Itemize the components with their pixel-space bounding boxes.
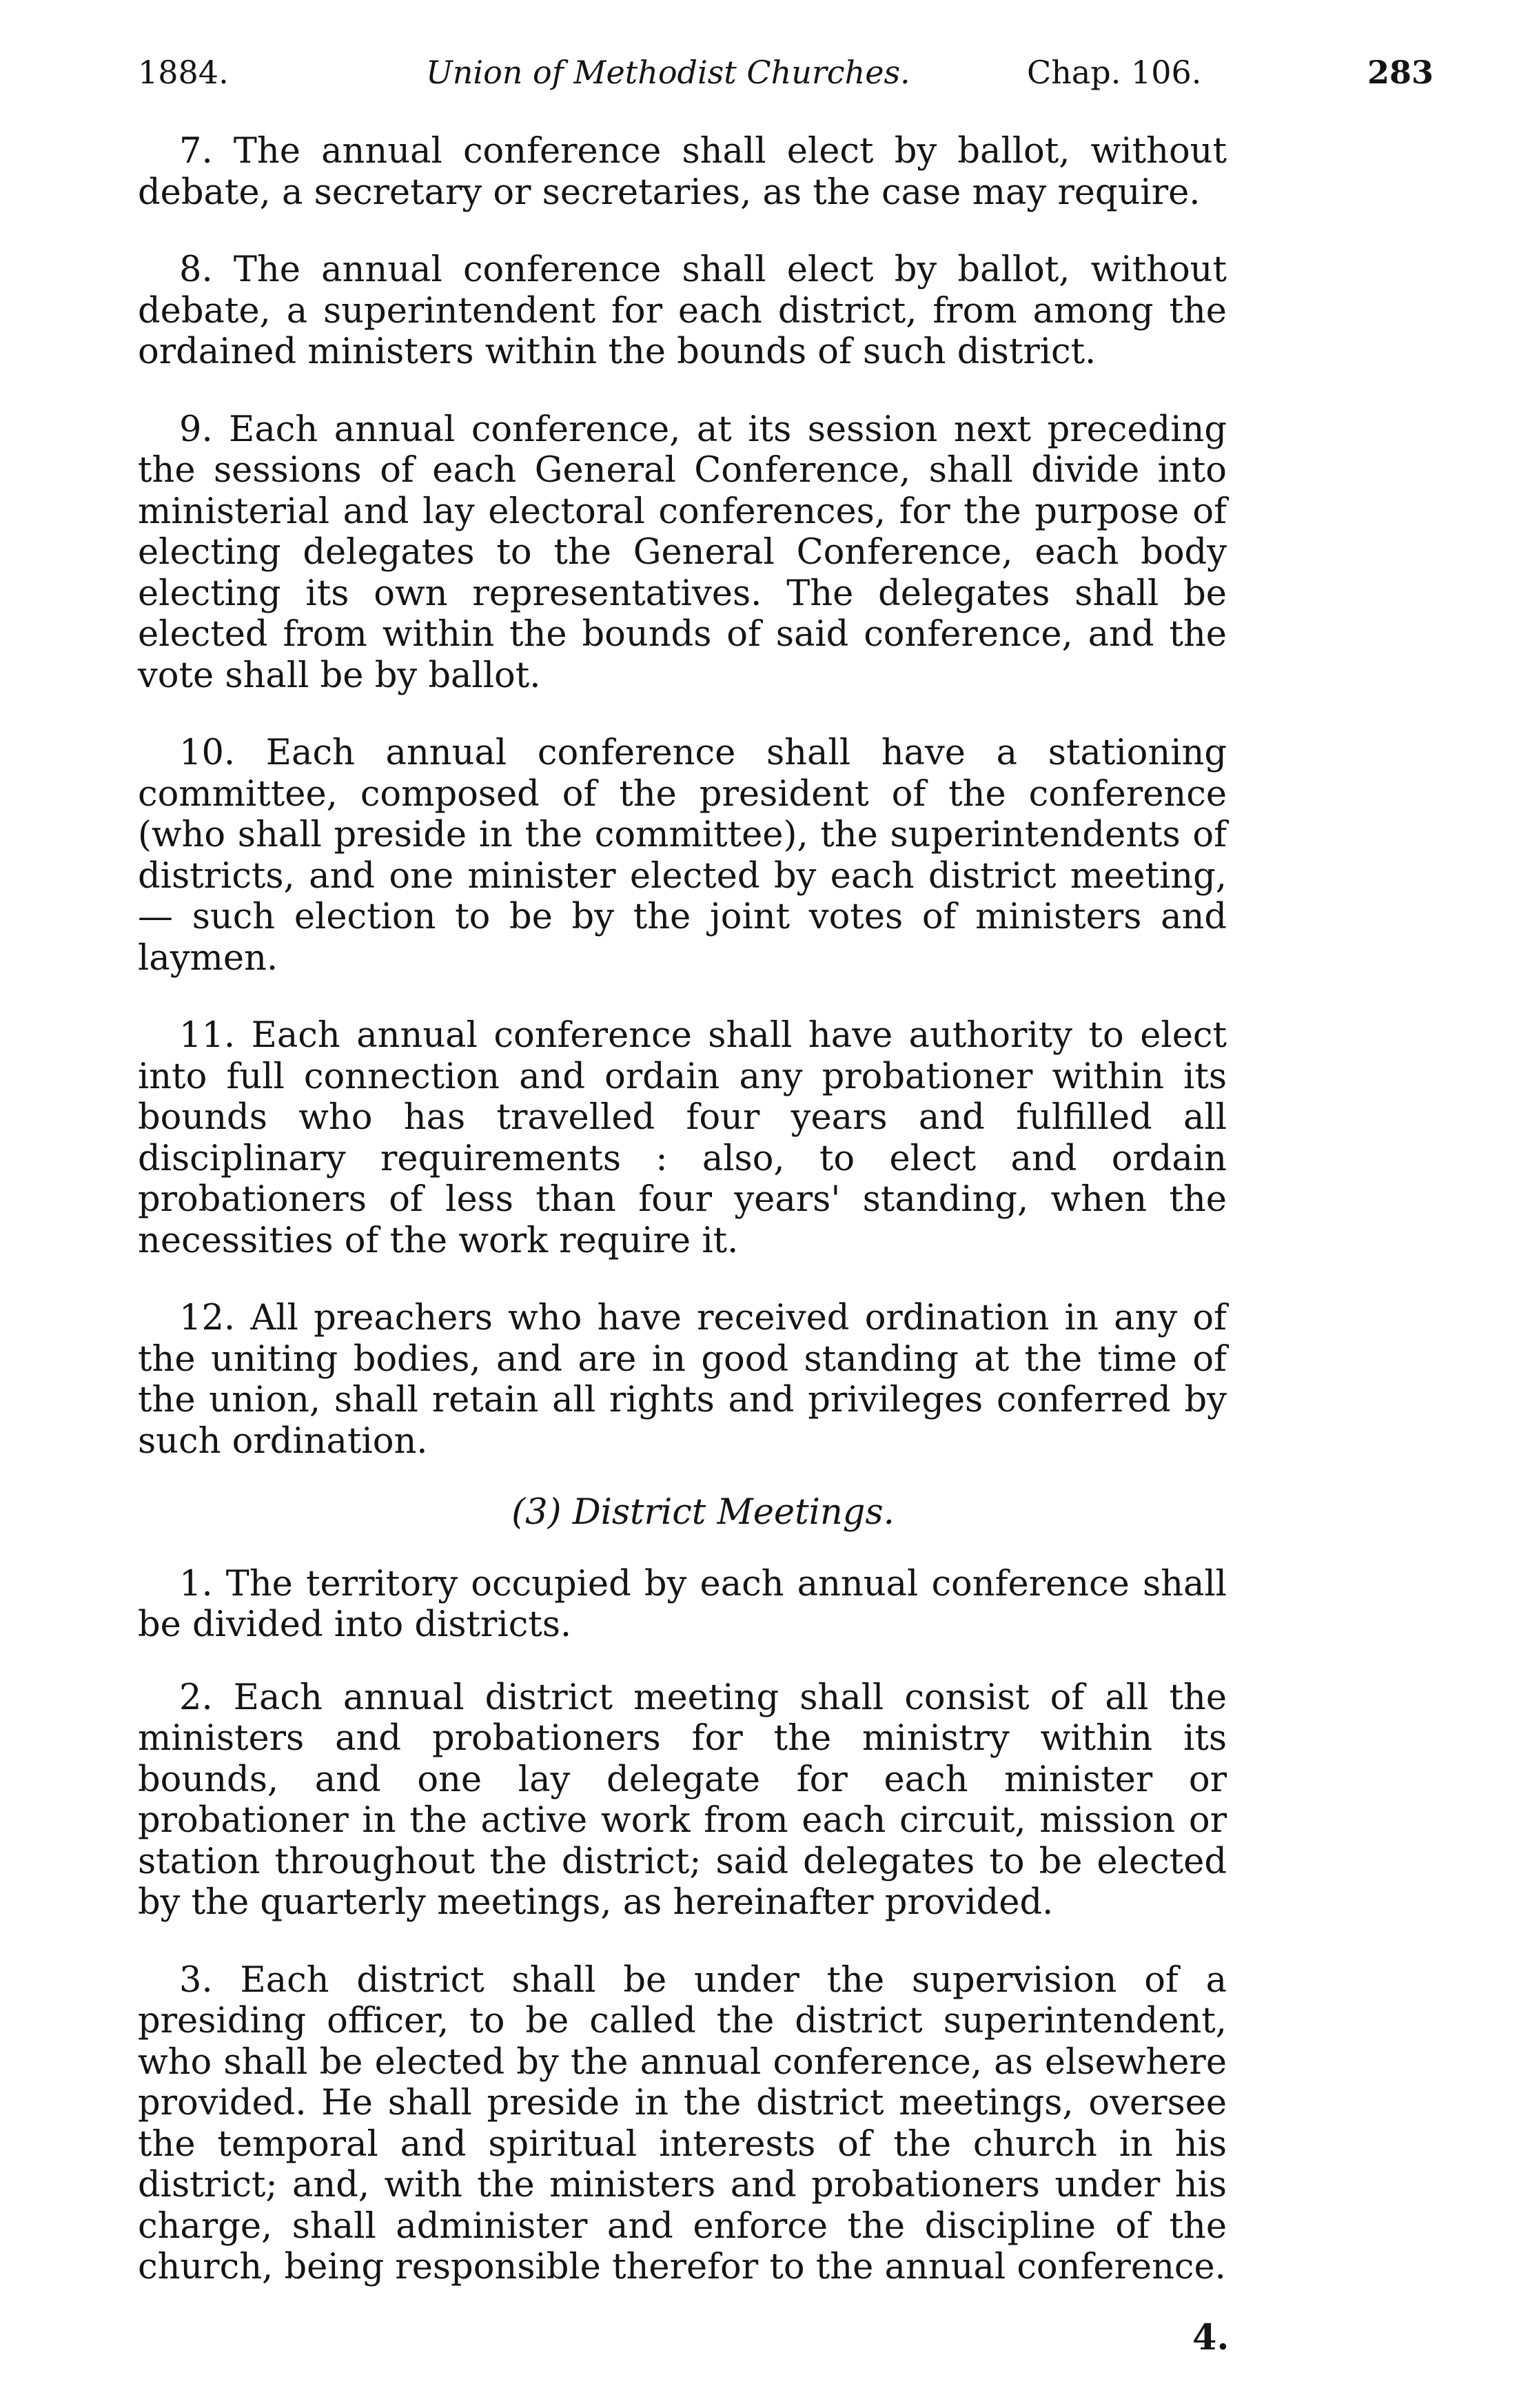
paragraph-8: 8. The annual conference shall elect by ballot, without debate, a superintendent for each district, from among the ordained ministers within the bounds of such district. <box>138 249 1227 372</box>
paragraph-9: 9. Each annual conference, at its session next preceding the sessions of each General Conference, shall divide into ministerial and lay electoral conferences, for the purpose of electing delegates to the General Conference, each body electing its own representatives. The delegates shall be elected from within the bounds of said conference, and the vote shall be by ballot. <box>138 409 1227 696</box>
district-paragraph-1: 1. The territory occupied by each annual conference shall be divided into districts. <box>138 1563 1227 1645</box>
section-heading <box>138 1492 1227 1533</box>
section-number: (3) <box>511 1492 562 1533</box>
header-title: Union of Methodist Churches. <box>426 54 910 91</box>
district-paragraph-2: 2. Each annual district meeting shall consist of all the ministers and probationers for the ministry within its bounds, and one lay delegate for each minister or probationer in the active work from each circuit, mission or station throughout the district; said delegates to be elected by the quarterly meetings, as hereinafter provided. <box>138 1677 1227 1923</box>
paragraph-7: 7. The annual conference shall elect by ballot, without debate, a secretary or secretaries, as the case may require. <box>138 131 1227 213</box>
body-text <box>138 131 1227 2288</box>
paragraph-11: 11. Each annual conference shall have authority to elect into full connection and ordain any probationer within its bounds who has travelled four years and fulfilled all disciplinary requirements : also, to elect and ordain probationers of less than four years' standing, when the necessities of the work require it. <box>138 1015 1227 1261</box>
page-number: 283 <box>1367 54 1434 91</box>
header-year: 1884. <box>138 54 229 91</box>
section-title: District Meetings. <box>572 1492 895 1533</box>
catchword: 4. <box>1192 2317 1230 2358</box>
header-chapter: Chap. 106. <box>1027 54 1202 91</box>
paragraph-12: 12. All preachers who have received ordination in any of the uniting bodies, and are in good standing at the time of the union, shall retain all rights and privileges conferred by such ordination. <box>138 1298 1227 1462</box>
running-header <box>138 48 1434 96</box>
paragraph-10: 10. Each annual conference shall have a stationing committee, composed of the president of the conference (who shall preside in the committee), the superintendents of districts, and one minister elected by each district meeting,— such election to be by the joint votes of ministers and laymen. <box>138 733 1227 979</box>
district-paragraph-3: 3. Each district shall be under the supervision of a presiding officer, to be called the district superintendent, who shall be elected by the annual conference, as elsewhere provided. He shall preside in the district meetings, oversee the temporal and spiritual interests of the church in his district; and, with the ministers and probationers under his charge, shall administer and enforce the discipline of the church, being responsible therefor to the annual conference. <box>138 1959 1227 2287</box>
